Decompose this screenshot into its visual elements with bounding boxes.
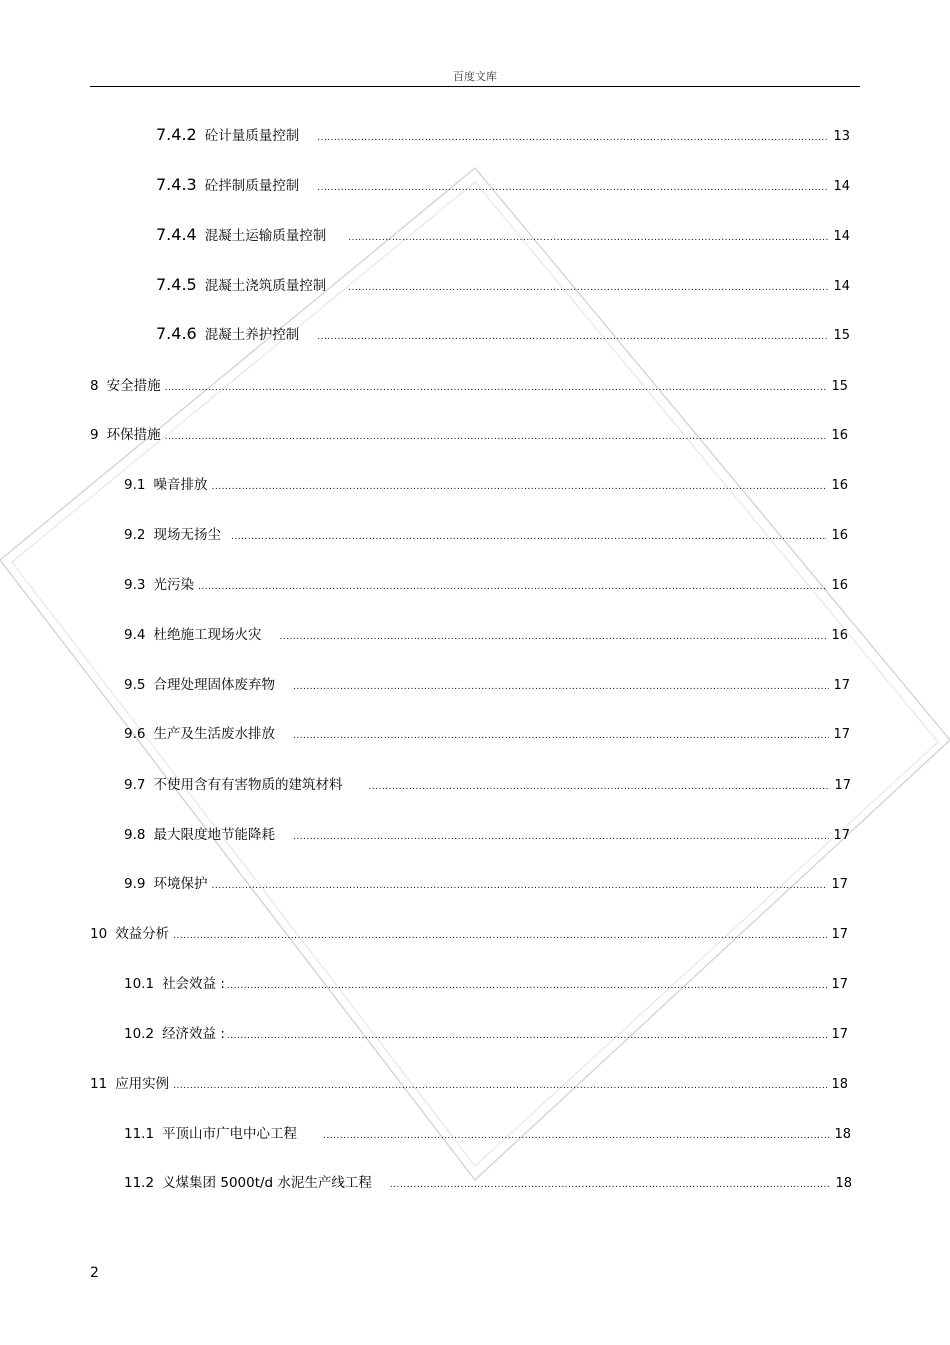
- toc-entry-page: 16: [831, 428, 848, 443]
- toc-entry-page: 18: [834, 1127, 851, 1142]
- toc-entry-title: 平顶山市广电中心工程: [162, 1126, 298, 1142]
- toc-entry[interactable]: [124, 673, 850, 693]
- page-number: 2: [90, 1265, 99, 1281]
- toc-entry-number: 9.5: [124, 677, 146, 693]
- toc-entry-title: 应用实例: [115, 1076, 170, 1092]
- toc-leader-dots: [211, 482, 827, 492]
- toc-entry-page: 17: [831, 927, 848, 942]
- toc-entry-page: 15: [833, 328, 850, 343]
- toc-leader-dots: [368, 782, 830, 792]
- toc-leader-dots: [317, 133, 829, 143]
- toc-entry-page: 17: [833, 828, 850, 843]
- toc-entry-number: 11.2: [124, 1175, 155, 1191]
- toc-entry-title: 环保措施: [106, 427, 161, 443]
- toc-leader-dots: [198, 582, 827, 592]
- toc-entry-title: 砼拌制质量控制: [204, 178, 300, 194]
- toc-entry[interactable]: [90, 922, 848, 942]
- toc-entry-page: 14: [833, 179, 850, 194]
- toc-entry[interactable]: [90, 1072, 848, 1092]
- toc-leader-dots: [323, 1131, 830, 1141]
- toc-entry-title: 混凝土养护控制: [204, 327, 300, 343]
- toc-entry-number: 9.9: [124, 876, 146, 892]
- toc-entry-page: 13: [833, 129, 850, 144]
- toc-leader-dots: [165, 432, 828, 442]
- toc-entry-title: 效益分析: [115, 926, 170, 942]
- toc-entry[interactable]: [124, 1022, 848, 1042]
- toc-entry-page: 16: [831, 528, 848, 543]
- toc-leader-dots: [165, 383, 828, 393]
- toc-entry-page: 17: [831, 1027, 848, 1042]
- toc-entry-page: 17: [833, 678, 850, 693]
- toc-entry-number: 11.1: [124, 1126, 155, 1142]
- toc-entry[interactable]: [124, 1122, 851, 1142]
- toc-entry-title: 合理处理固体废弃物: [153, 677, 275, 693]
- toc-leader-dots: [279, 632, 827, 642]
- toc-entry-number: 7.4.4: [156, 225, 197, 244]
- toc-entry-title: 经济效益 :: [162, 1026, 225, 1042]
- toc-entry-page: 17: [831, 877, 848, 892]
- toc-entry-number: 9: [90, 427, 99, 443]
- toc-entry-page: 14: [833, 229, 850, 244]
- toc-entry-number: 9.6: [124, 726, 146, 742]
- toc-leader-dots: [227, 981, 828, 991]
- toc-entry[interactable]: [156, 174, 850, 194]
- toc-entry[interactable]: [124, 773, 851, 793]
- toc-entry-number: 11: [90, 1076, 108, 1092]
- toc-entry-page: 18: [831, 1077, 848, 1092]
- toc-entry-title: 混凝土浇筑质量控制: [204, 278, 327, 294]
- toc-entry[interactable]: [124, 972, 848, 992]
- toc-leader-dots: [231, 532, 827, 542]
- toc-entry-number: 7.4.2: [156, 125, 197, 144]
- toc-entry-title: 现场无扬尘: [153, 527, 221, 543]
- toc-entry[interactable]: [124, 872, 848, 892]
- toc-leader-dots: [211, 881, 827, 891]
- toc-entry[interactable]: [124, 523, 848, 543]
- toc-leader-dots: [293, 832, 829, 842]
- toc-entry-number: 9.2: [124, 527, 146, 543]
- header-divider: [90, 86, 860, 87]
- toc-entry-page: 17: [831, 977, 848, 992]
- toc-leader-dots: [173, 931, 827, 941]
- toc-entry-page: 15: [831, 379, 848, 394]
- toc-entry[interactable]: [156, 274, 850, 294]
- toc-entry-title: 噪音排放: [153, 477, 208, 493]
- toc-leader-dots: [348, 233, 829, 243]
- toc-entry-number: 10: [90, 926, 108, 942]
- toc-entry-page: 17: [833, 727, 850, 742]
- toc-entry[interactable]: [156, 124, 850, 144]
- toc-entry-title: 义煤集团 5000t/d 水泥生产线工程: [162, 1175, 372, 1191]
- toc-entry-page: 14: [833, 279, 850, 294]
- toc-leader-dots: [317, 332, 829, 342]
- toc-entry-title: 生产及生活废水排放: [153, 726, 275, 742]
- toc-entry-title: 光污染: [153, 577, 194, 593]
- toc-entry-number: 9.4: [124, 627, 146, 643]
- toc-entry-number: 8: [90, 378, 99, 394]
- toc-entry[interactable]: [124, 473, 848, 493]
- toc-entry-page: 16: [831, 478, 848, 493]
- toc-entry[interactable]: [90, 423, 848, 443]
- page-header: 百度文库: [453, 70, 497, 83]
- toc-leader-dots: [348, 283, 829, 293]
- toc-leader-dots: [293, 682, 829, 692]
- toc-entry[interactable]: [124, 722, 850, 742]
- toc-entry-number: 10.2: [124, 1026, 155, 1042]
- toc-entry[interactable]: [124, 623, 848, 643]
- toc-entry-title: 砼计量质量控制: [204, 128, 300, 144]
- toc-entry-title: 混凝土运输质量控制: [204, 228, 327, 244]
- toc-entry-page: 17: [834, 778, 851, 793]
- toc-entry-page: 16: [831, 628, 848, 643]
- toc-leader-dots: [227, 1031, 828, 1041]
- toc-leader-dots: [390, 1180, 832, 1190]
- toc-entry-title: 环境保护: [153, 876, 208, 892]
- toc-leader-dots: [317, 183, 829, 193]
- toc-entry-page: 18: [835, 1176, 852, 1191]
- toc-entry-number: 7.4.6: [156, 324, 197, 343]
- toc-leader-dots: [293, 731, 829, 741]
- toc-entry[interactable]: [156, 323, 850, 343]
- toc-entry[interactable]: [124, 573, 848, 593]
- toc-entry[interactable]: [156, 224, 850, 244]
- toc-entry-number: 7.4.3: [156, 175, 197, 194]
- toc-entry-title: 最大限度地节能降耗: [153, 827, 275, 843]
- toc-entry-title: 杜绝施工现场火灾: [153, 627, 262, 643]
- toc-entry-number: 9.8: [124, 827, 146, 843]
- toc-entry-number: 7.4.5: [156, 275, 197, 294]
- toc-entry-number: 9.1: [124, 477, 146, 493]
- toc-entry-page: 16: [831, 578, 848, 593]
- toc-entry-title: 不使用含有有害物质的建筑材料: [153, 777, 343, 793]
- toc-entry[interactable]: [124, 823, 850, 843]
- toc-leader-dots: [173, 1081, 827, 1091]
- toc-entry-number: 9.7: [124, 777, 146, 793]
- toc-entry[interactable]: [90, 374, 848, 394]
- toc-entry-title: 安全措施: [106, 378, 161, 394]
- toc-entry-number: 9.3: [124, 577, 146, 593]
- toc-entry[interactable]: [124, 1171, 852, 1191]
- toc-entry-number: 10.1: [124, 976, 155, 992]
- toc-entry-title: 社会效益 :: [162, 976, 225, 992]
